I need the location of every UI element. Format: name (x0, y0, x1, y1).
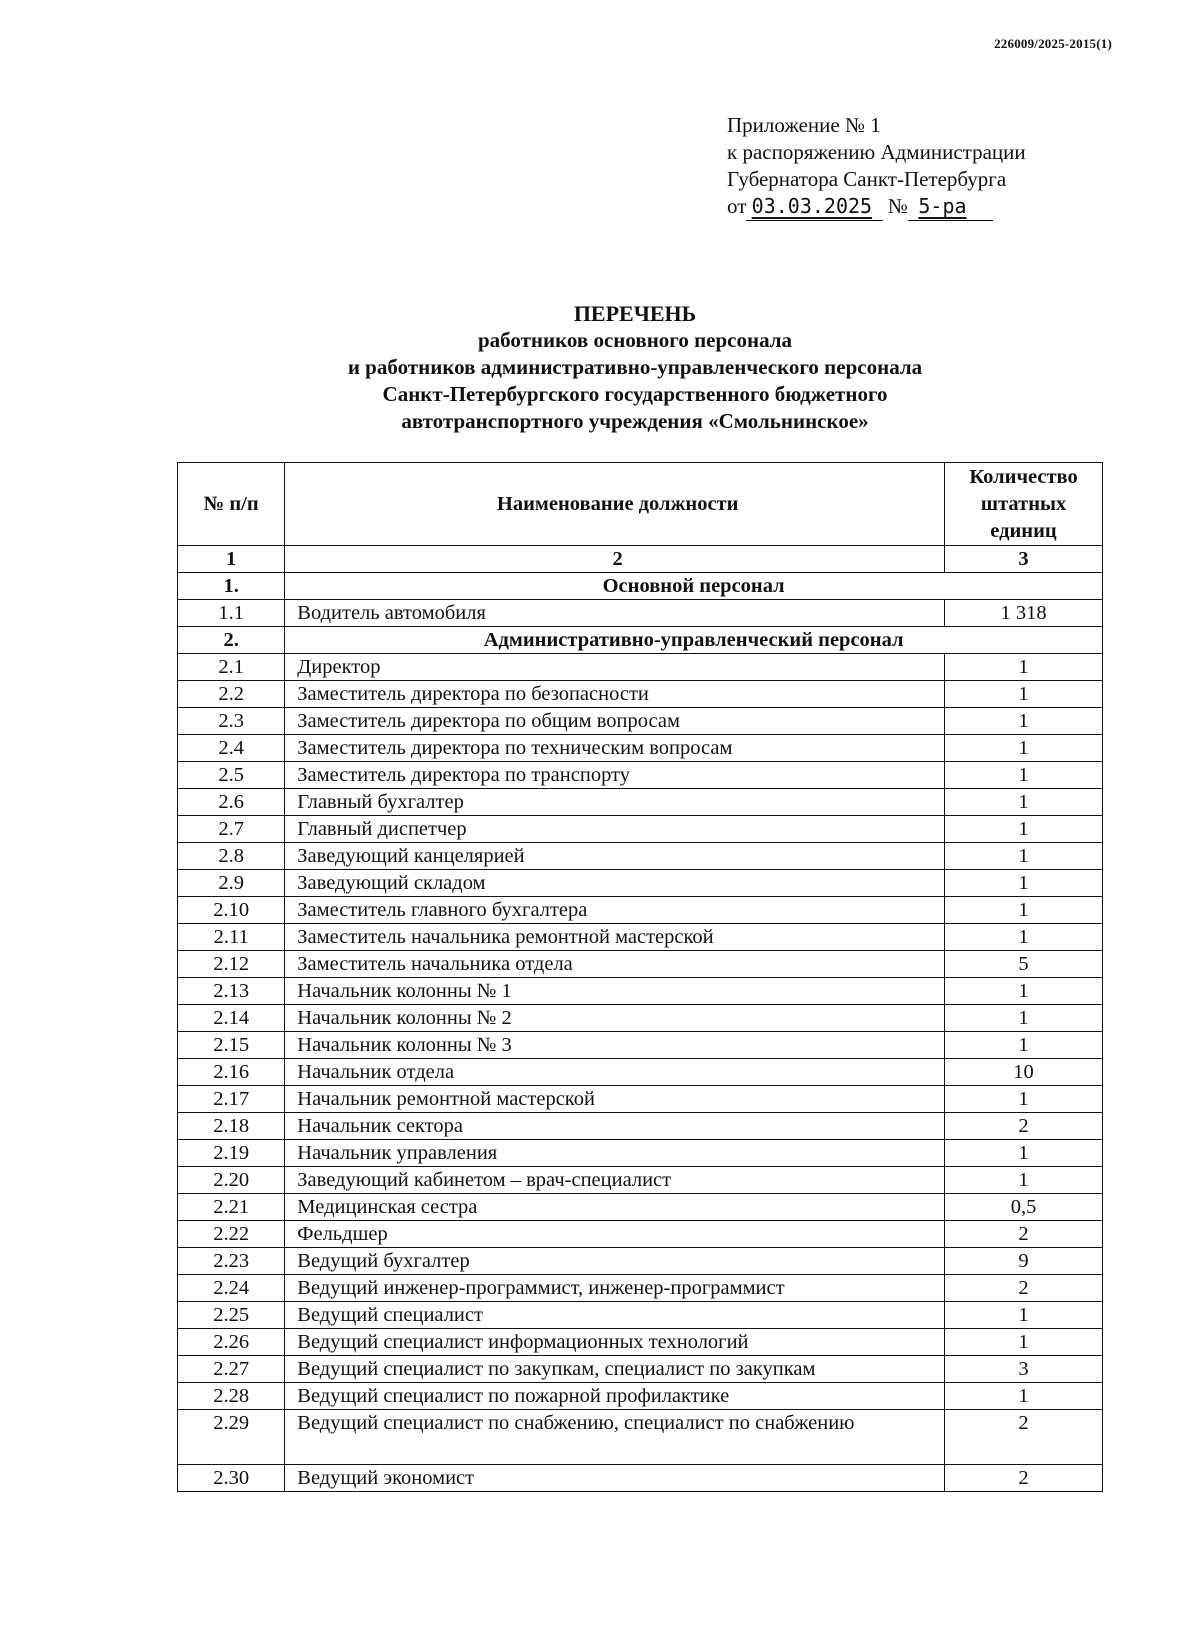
document-id: 226009/2025-2015(1) (994, 36, 1112, 51)
position-quantity: 1 (945, 708, 1103, 735)
position-name: Ведущий специалист по пожарной профилактике (285, 1383, 945, 1410)
position-name: Начальник ремонтной мастерской (285, 1086, 945, 1113)
header-qty: Количество штатных единиц (945, 463, 1103, 546)
position-quantity: 2 (945, 1465, 1103, 1492)
number-label: № (887, 194, 908, 218)
position-number: 2.5 (178, 762, 285, 789)
position-name: Начальник колонны № 2 (285, 1005, 945, 1032)
column-numbers-row (178, 546, 1103, 573)
table-header-row (178, 463, 1103, 546)
table-row (178, 951, 1103, 978)
position-number: 2.26 (178, 1329, 285, 1356)
position-number: 2.9 (178, 870, 285, 897)
position-number: 2.12 (178, 951, 285, 978)
table-row (178, 1086, 1103, 1113)
position-quantity: 1 (945, 1329, 1103, 1356)
table-row (178, 708, 1103, 735)
table-row (178, 789, 1103, 816)
position-number: 2.15 (178, 1032, 285, 1059)
table-row (178, 897, 1103, 924)
position-number: 2.29 (178, 1410, 285, 1465)
position-number: 2.7 (178, 816, 285, 843)
table-row (178, 1221, 1103, 1248)
position-name: Начальник отдела (285, 1059, 945, 1086)
appendix-line-2: к распоряжению Администрации (727, 140, 1026, 164)
table-row (178, 1383, 1103, 1410)
position-quantity: 9 (945, 1248, 1103, 1275)
section-number: 2. (178, 627, 285, 654)
table-row (178, 1302, 1103, 1329)
position-number: 2.17 (178, 1086, 285, 1113)
position-quantity: 1 (945, 789, 1103, 816)
position-number: 2.20 (178, 1167, 285, 1194)
appendix-line-1: Приложение № 1 (727, 113, 881, 137)
title-line-1: работников основного персонала (477, 328, 793, 352)
position-name: Заведующий складом (285, 870, 945, 897)
position-name: Начальник сектора (285, 1113, 945, 1140)
position-quantity: 1 (945, 924, 1103, 951)
position-quantity: 10 (945, 1059, 1103, 1086)
position-number: 2.10 (178, 897, 285, 924)
section-row (178, 573, 1103, 600)
position-quantity: 0,5 (945, 1194, 1103, 1221)
column-number-1: 1 (178, 546, 285, 573)
position-name: Начальник колонны № 3 (285, 1032, 945, 1059)
position-name: Начальник колонны № 1 (285, 978, 945, 1005)
position-number: 2.2 (178, 681, 285, 708)
position-number: 2.14 (178, 1005, 285, 1032)
position-number: 2.13 (178, 978, 285, 1005)
table-row (178, 1465, 1103, 1492)
position-name: Заместитель директора по безопасности (285, 681, 945, 708)
position-name: Заместитель начальника отдела (285, 951, 945, 978)
position-number: 2.25 (178, 1302, 285, 1329)
table-row (178, 1248, 1103, 1275)
position-name: Заместитель директора по техническим вопросам (285, 735, 945, 762)
table-row (178, 1167, 1103, 1194)
appendix-block (727, 112, 1026, 221)
table-row (178, 816, 1103, 843)
position-number: 2.3 (178, 708, 285, 735)
appendix-date-line (727, 193, 1026, 221)
table-row (178, 762, 1103, 789)
position-number: 1.1 (178, 600, 285, 627)
position-name: Водитель автомобиля (285, 600, 945, 627)
position-quantity: 2 (945, 1113, 1103, 1140)
order-number: 5-ра (918, 194, 967, 218)
table-row (178, 1005, 1103, 1032)
position-quantity: 1 (945, 681, 1103, 708)
position-quantity: 1 (945, 1005, 1103, 1032)
title-line-4: автотранспортного учреждения «Смольнинское» (401, 409, 869, 433)
position-number: 2.4 (178, 735, 285, 762)
position-name: Главный бухгалтер (285, 789, 945, 816)
position-name: Ведущий бухгалтер (285, 1248, 945, 1275)
position-number: 2.16 (178, 1059, 285, 1086)
position-name: Заведующий кабинетом – врач-специалист (285, 1167, 945, 1194)
title-line-2: и работников административно-управленческого персонала (347, 355, 923, 379)
table-row (178, 924, 1103, 951)
section-row (178, 627, 1103, 654)
table-row (178, 735, 1103, 762)
position-number: 2.18 (178, 1113, 285, 1140)
position-quantity: 2 (945, 1410, 1103, 1465)
position-name: Заместитель начальника ремонтной мастерской (285, 924, 945, 951)
table-row (178, 1140, 1103, 1167)
table-row (178, 600, 1103, 627)
position-quantity: 3 (945, 1356, 1103, 1383)
position-number: 2.22 (178, 1221, 285, 1248)
position-name: Фельдшер (285, 1221, 945, 1248)
position-number: 2.23 (178, 1248, 285, 1275)
position-number: 2.30 (178, 1465, 285, 1492)
position-quantity: 1 (945, 843, 1103, 870)
table-row (178, 1329, 1103, 1356)
position-quantity: 1 (945, 654, 1103, 681)
table-row (178, 1275, 1103, 1302)
header-name: Наименование должности (285, 463, 945, 546)
position-quantity: 1 (945, 735, 1103, 762)
table-row (178, 1356, 1103, 1383)
position-number: 2.8 (178, 843, 285, 870)
position-name: Заместитель директора по транспорту (285, 762, 945, 789)
position-name: Ведущий специалист информационных технологий (285, 1329, 945, 1356)
position-quantity: 1 318 (945, 600, 1103, 627)
table-row (178, 681, 1103, 708)
column-number-3: 3 (945, 546, 1103, 573)
appendix-line-3: Губернатора Санкт-Петербурга (727, 167, 1007, 191)
position-number: 2.19 (178, 1140, 285, 1167)
title-line-3: Санкт-Петербургского государственного бюджетного (382, 382, 888, 406)
position-quantity: 1 (945, 1383, 1103, 1410)
position-quantity: 5 (945, 951, 1103, 978)
position-quantity: 1 (945, 870, 1103, 897)
position-quantity: 2 (945, 1275, 1103, 1302)
table-row (178, 1194, 1103, 1221)
position-name: Директор (285, 654, 945, 681)
position-number: 2.11 (178, 924, 285, 951)
table-row (178, 1113, 1103, 1140)
table-row (178, 870, 1103, 897)
section-title: Основной персонал (285, 573, 1103, 600)
position-name: Заместитель главного бухгалтера (285, 897, 945, 924)
position-quantity: 1 (945, 897, 1103, 924)
position-name: Главный диспетчер (285, 816, 945, 843)
position-quantity: 1 (945, 1140, 1103, 1167)
from-label: от (727, 194, 747, 218)
position-quantity: 2 (945, 1221, 1103, 1248)
table-row (178, 1059, 1103, 1086)
position-quantity: 1 (945, 762, 1103, 789)
position-quantity: 1 (945, 1086, 1103, 1113)
position-number: 2.6 (178, 789, 285, 816)
position-number: 2.21 (178, 1194, 285, 1221)
section-title: Административно-управленческий персонал (285, 627, 1103, 654)
table-row (178, 1410, 1103, 1465)
position-name: Заведующий канцелярией (285, 843, 945, 870)
table-row (178, 1032, 1103, 1059)
document-title (0, 300, 1200, 435)
position-quantity: 1 (945, 1032, 1103, 1059)
position-number: 2.24 (178, 1275, 285, 1302)
position-quantity: 1 (945, 1167, 1103, 1194)
position-quantity: 1 (945, 1302, 1103, 1329)
position-name: Заместитель директора по общим вопросам (285, 708, 945, 735)
table-row (178, 654, 1103, 681)
position-name: Ведущий специалист (285, 1302, 945, 1329)
position-name: Ведущий специалист по снабжению, специалист по снабжению (285, 1410, 945, 1465)
order-date: 03.03.2025 (751, 194, 873, 218)
position-number: 2.27 (178, 1356, 285, 1383)
section-number: 1. (178, 573, 285, 600)
table-row (178, 843, 1103, 870)
title-main: ПЕРЕЧЕНЬ (573, 301, 697, 326)
position-number: 2.1 (178, 654, 285, 681)
position-name: Ведущий специалист по закупкам, специалист по закупкам (285, 1356, 945, 1383)
staff-table (177, 462, 1103, 1492)
position-quantity: 1 (945, 978, 1103, 1005)
header-num: № п/п (178, 463, 285, 546)
table-row (178, 978, 1103, 1005)
position-name: Начальник управления (285, 1140, 945, 1167)
column-number-2: 2 (285, 546, 945, 573)
position-name: Ведущий экономист (285, 1465, 945, 1492)
position-quantity: 1 (945, 816, 1103, 843)
position-name: Медицинская сестра (285, 1194, 945, 1221)
position-name: Ведущий инженер-программист, инженер-программист (285, 1275, 945, 1302)
position-number: 2.28 (178, 1383, 285, 1410)
